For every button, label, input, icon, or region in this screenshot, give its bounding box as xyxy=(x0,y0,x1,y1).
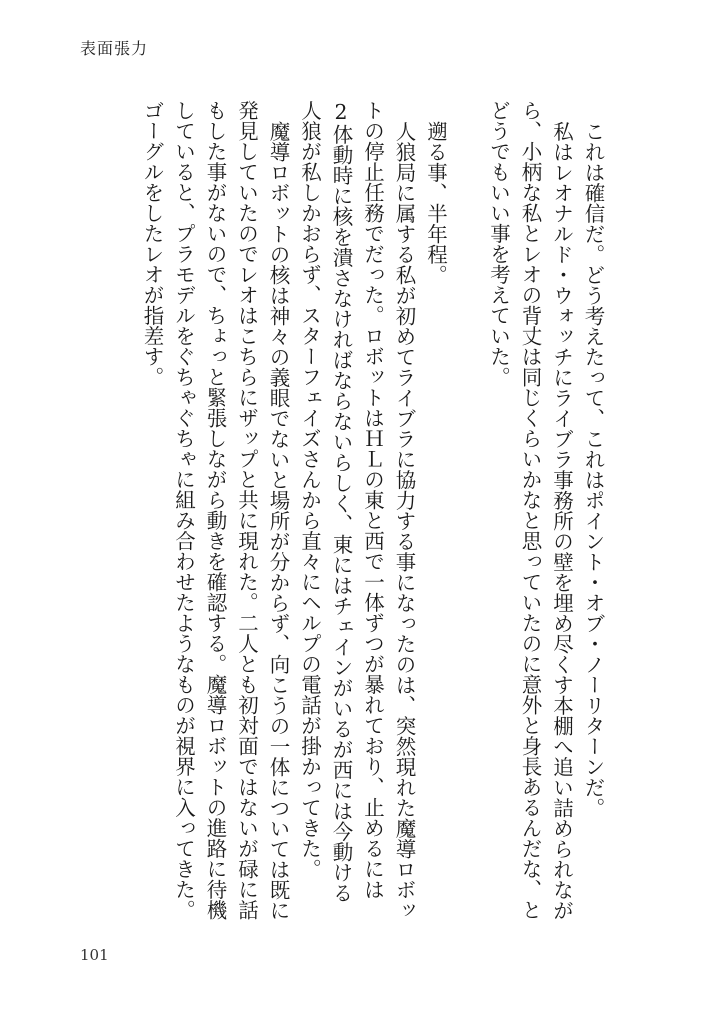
paragraph: 人狼局に属する私が初めてライブラに協力する事になったのは、突然現れた魔導ロボットの停止任務でだった。ロボットはＨＬの東と西で一体ずつが暴れており、止めるには2体動時に核を潰さなければならないらしく、東にはチェインがいるが西には今動ける人狼が私しかおらず、スターフェイズさんから直々にヘルプの電話が掛かってきた。 xyxy=(297,100,416,920)
paragraph: 魔導ロボットの核は神々の義眼でないと場所が分からず、向こうの一体については既に発見していたのでレオはこちらにザップと共に現れた。二人とも初対面ではないが碌に話もした事がないので、ちょっと緊張しながら動きを確認する。魔導ロボットの進路に待機していると、プラモデルをぐちゃぐちゃに組み合わせたようなものが視界に入ってきた。ゴーグルをしたレオが指差す。 xyxy=(140,100,290,920)
running-title: 表面張力 xyxy=(80,39,149,58)
paragraph: 遡る事、半年程。 xyxy=(423,120,448,285)
paragraph: 私はレオナルド・ウォッチにライブラ事務所の壁を埋め尽くす本棚へ追い詰められながら、小柄な私とレオの背丈は同じくらいかなと思っていたのに意外と身長あるんだな、とどうでもいい事を考えていた。 xyxy=(486,100,574,920)
paragraph: これは確信だ。どう考えたって、これはポイント・オブ・ノーリターンだ。 xyxy=(581,120,605,818)
vertical-text-body xyxy=(88,100,608,920)
page-number: 101 xyxy=(80,946,109,964)
scene-break xyxy=(451,100,483,920)
